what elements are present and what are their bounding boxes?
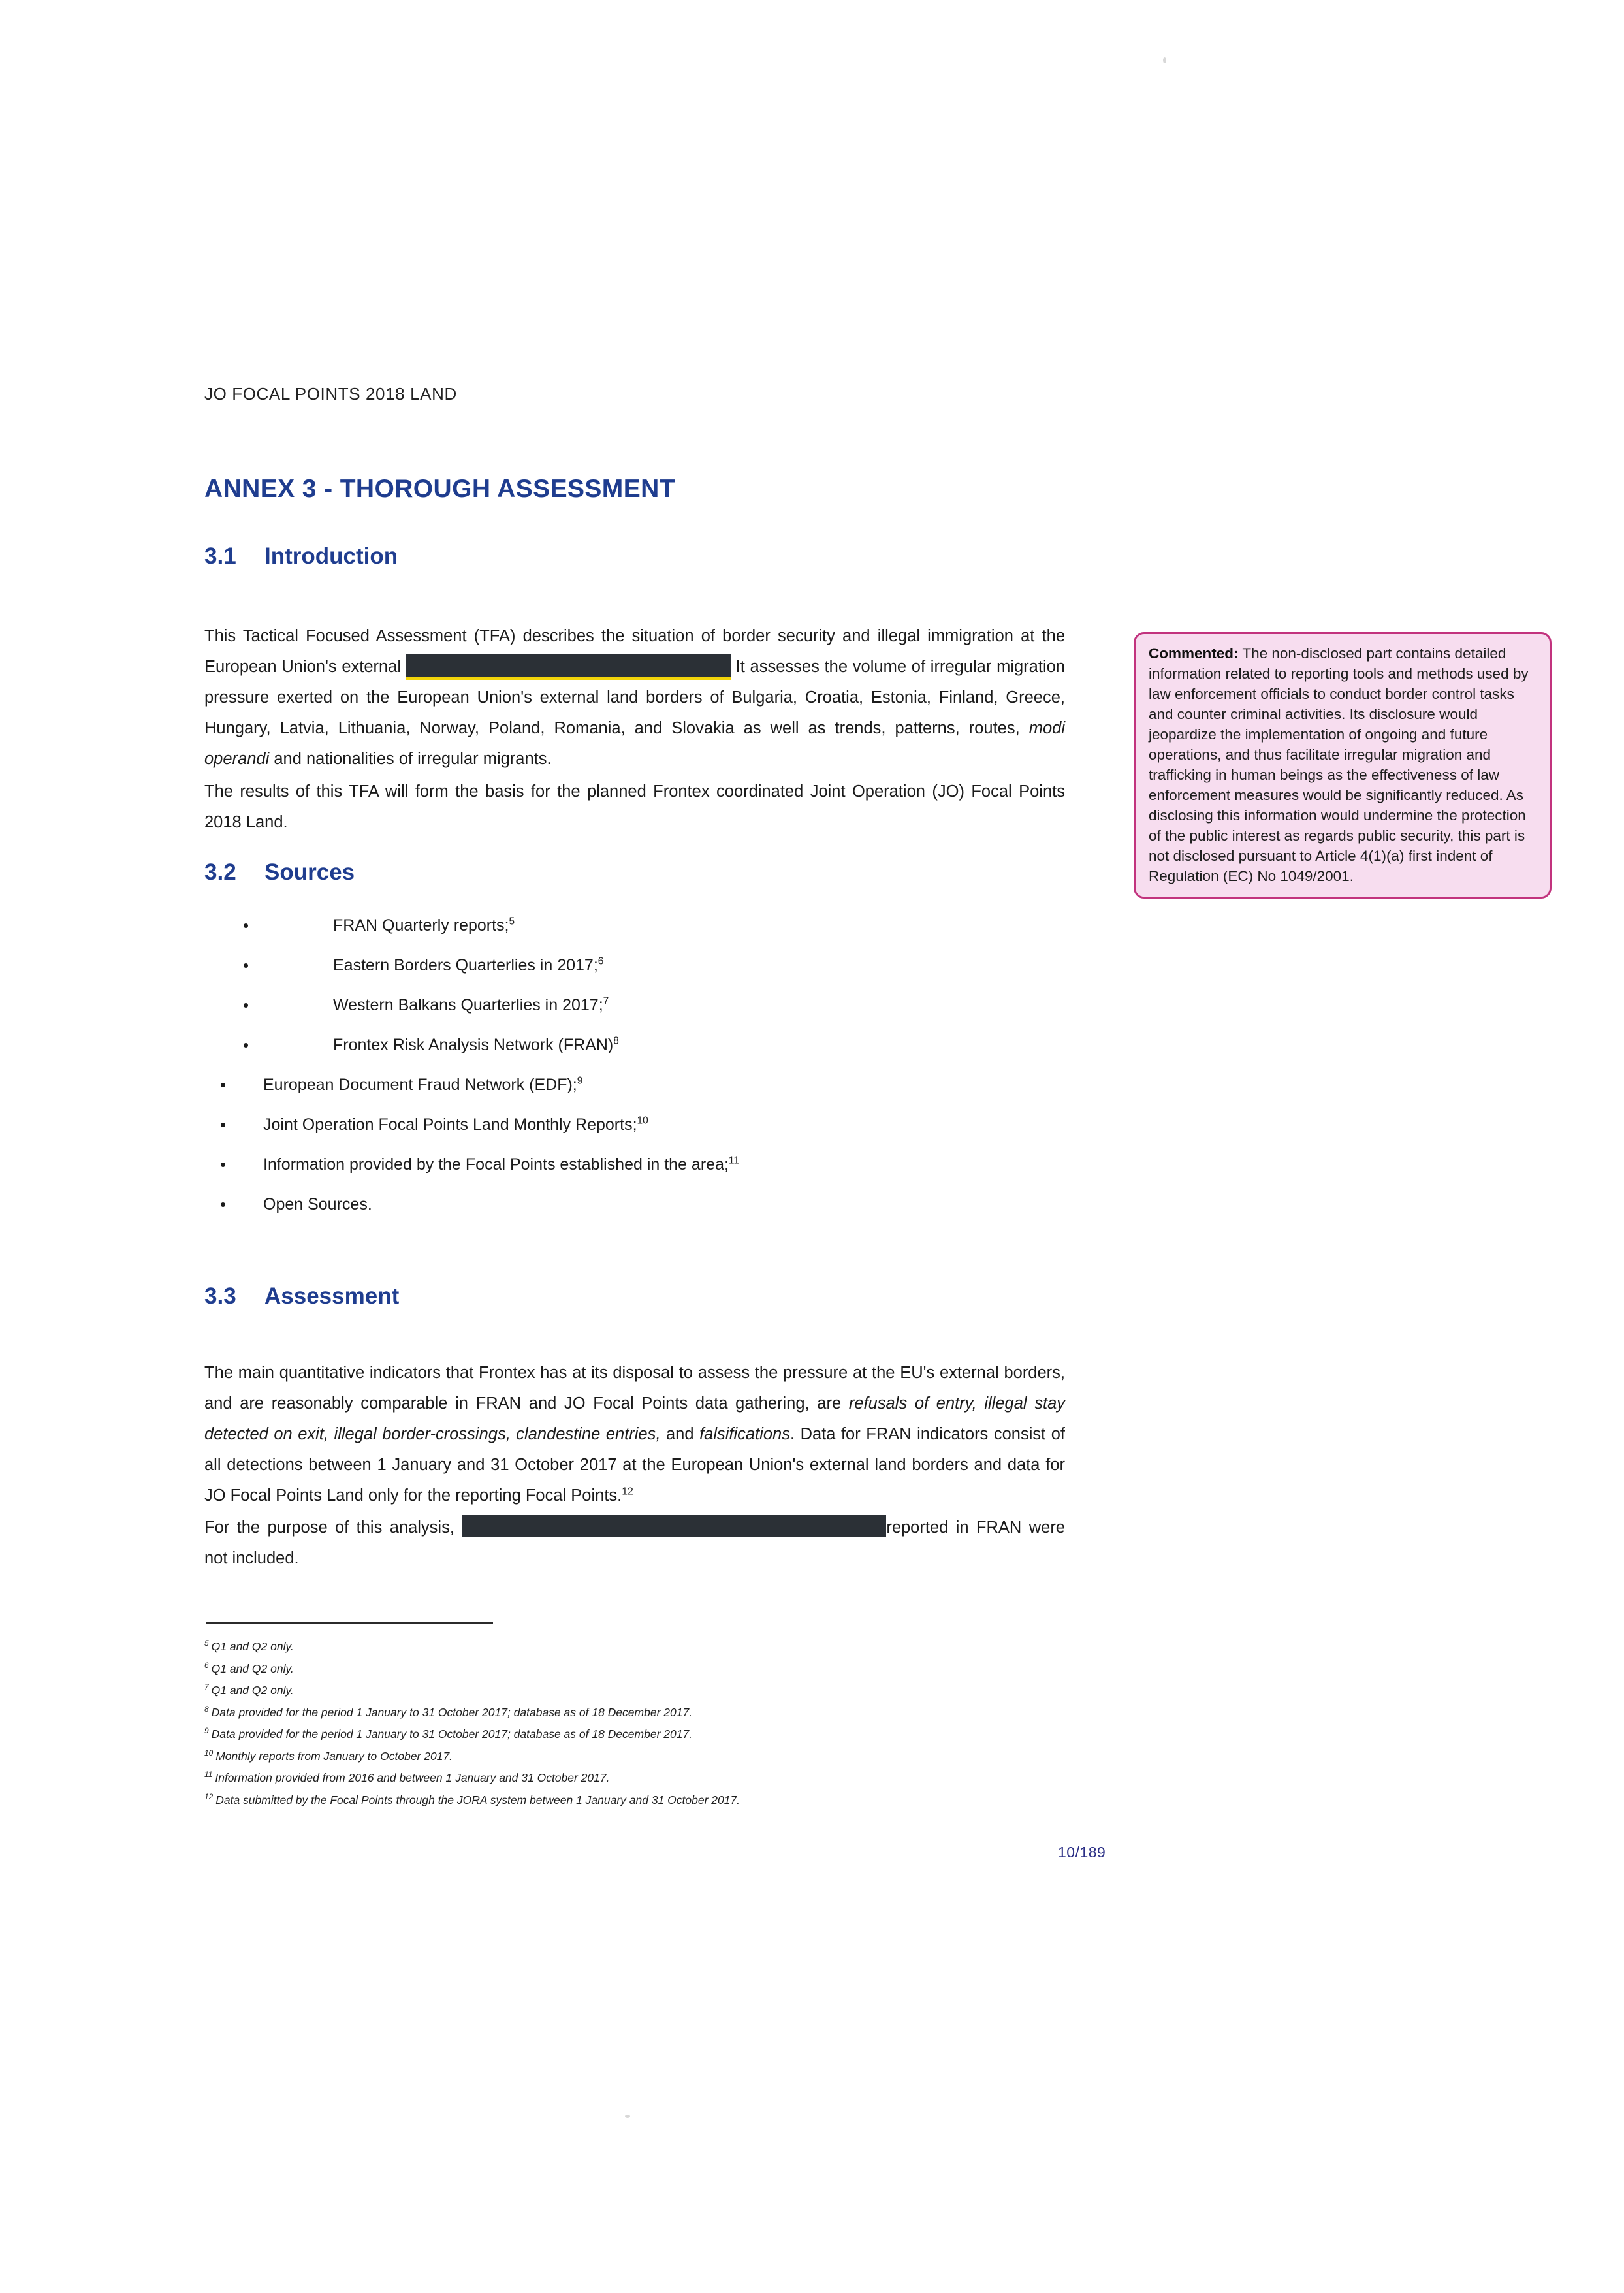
list-item-label: Western Balkans Quarterlies in 2017;	[333, 996, 603, 1014]
footnote-number: 12	[204, 1791, 214, 1801]
list-item-label: FRAN Quarterly reports;	[333, 916, 509, 935]
footnote-text: Data provided for the period 1 January to 31 October 2017; database as of 18 December 2017.	[211, 1705, 693, 1719]
footnote-text: Data provided for the period 1 January to 31 October 2017; database as of 18 December 2017.	[211, 1727, 693, 1740]
list-item-text	[333, 994, 609, 1016]
heading-sources-label: Sources	[264, 859, 355, 885]
list-item	[204, 1034, 1065, 1074]
footnote-marker: 9	[577, 1075, 583, 1087]
list-item-label: Eastern Borders Quarterlies in 2017;	[333, 956, 598, 974]
footnote-text: Data submitted by the Focal Points through the JORA system between 1 January and 31 October 2017.	[215, 1793, 740, 1806]
list-item-text	[263, 1153, 739, 1176]
footnote-marker: 11	[728, 1155, 740, 1166]
list-item	[204, 1074, 1065, 1114]
paragraph-assessment-2	[204, 1513, 1065, 1574]
footnote-number: 11	[204, 1770, 213, 1780]
scan-artifact-speck	[1163, 57, 1166, 63]
list-item-text	[263, 1074, 582, 1096]
intro-text-after-redaction: It assesses the volume of irregular migration pressure exerted on the European Union's external land borders of Bulgaria, Croatia, Estonia, Finland, Greece, Hungary, Latvia, Lithuania, Norway, Poland, Romania, and Slovakia as well as trends, patterns, routes,	[204, 657, 1065, 737]
footnote-text: Monthly reports from January to October 2017.	[215, 1749, 453, 1763]
intro-italic-modi-operandi: modi operandi	[204, 718, 1065, 768]
list-item-label: Frontex Risk Analysis Network (FRAN)	[333, 1036, 614, 1054]
heading-assessment	[204, 1283, 399, 1309]
footnote-entry	[204, 1658, 1066, 1680]
footnote-marker: 8	[613, 1035, 619, 1047]
assessment-text-part-2: and	[665, 1424, 694, 1443]
comment-body-text: The non-disclosed part contains detailed information related to reporting tools and methods used by law enforcement officials to conduct border control tasks and counter criminal activities. Its disclosure would jeopardize the implementation of ongoing and future operations, and thus facilitate irregular migration and trafficking in human beings as the effectiveness of law enforcement measures would be significantly reduced. As disclosing this information would undermine the protection of the public interest as regards public security, this part is not disclosed pursuant to Article 4(1)(a) first indent of Regulation (EC) No 1049/2001.	[1149, 645, 1529, 884]
redaction-bar-introduction	[406, 654, 731, 677]
assessment-italic-indicators-1: refusals of entry, illegal stay detected on exit, illegal border-crossings, clandestine entries,	[204, 1394, 1065, 1443]
list-item-text	[333, 1034, 619, 1056]
bullet-icon	[221, 1123, 225, 1127]
footnote-entry	[204, 1702, 1066, 1724]
footnote-text: Q1 and Q2 only.	[211, 1640, 294, 1653]
running-header: JO FOCAL POINTS 2018 LAND	[204, 384, 457, 404]
footnote-entry	[204, 1636, 1066, 1658]
footnote-marker: 10	[637, 1115, 648, 1127]
sources-list	[204, 914, 1065, 1233]
footnote-number: 6	[204, 1660, 209, 1670]
page-title: ANNEX 3 - THOROUGH ASSESSMENT	[204, 475, 675, 503]
footnote-entry	[204, 1746, 1066, 1768]
bullet-icon	[221, 1163, 225, 1167]
heading-introduction-label: Introduction	[264, 543, 398, 569]
footnote-number: 5	[204, 1639, 209, 1648]
page-number: 10/189	[1058, 1844, 1106, 1861]
intro-text-tail: and nationalities of irregular migrants.	[274, 749, 552, 768]
list-item-label: Joint Operation Focal Points Land Monthly Reports;	[263, 1115, 637, 1134]
paragraph-assessment-1	[204, 1358, 1065, 1511]
footnote-entry	[204, 1680, 1066, 1702]
footnote-text: Information provided from 2016 and between 1 January and 31 October 2017.	[215, 1771, 610, 1784]
intro-text-before-redaction: This Tactical Focused Assessment (TFA) describes the situation of border security and illegal immigration at the European Union's external	[204, 626, 1065, 676]
footnote-entry	[204, 1767, 1066, 1789]
footnote-marker: 6	[597, 955, 604, 967]
redaction-bar-assessment	[462, 1515, 886, 1537]
list-item-text	[333, 954, 603, 976]
bullet-icon	[244, 963, 248, 968]
list-item	[204, 1114, 1065, 1153]
scan-artifact-speck	[625, 2115, 630, 2118]
footnote-entry	[204, 1789, 1066, 1812]
bullet-icon	[244, 1003, 248, 1008]
list-item-text	[333, 914, 515, 937]
bullet-icon	[221, 1202, 225, 1207]
list-item	[204, 1153, 1065, 1193]
heading-assessment-label: Assessment	[264, 1283, 400, 1309]
list-item	[204, 914, 1065, 954]
list-item-label: Information provided by the Focal Points established in the area;	[263, 1155, 729, 1174]
paragraph-introduction-2: The results of this TFA will form the basis for the planned Frontex coordinated Joint Operation (JO) Focal Points 2018 Land.	[204, 782, 1065, 831]
footnote-number: 7	[204, 1682, 209, 1692]
comment-balloon[interactable]	[1134, 632, 1552, 899]
list-item-text	[263, 1193, 372, 1215]
list-item-text	[263, 1114, 648, 1136]
footnote-marker: 12	[622, 1486, 633, 1497]
comment-lead-label: Commented:	[1149, 645, 1239, 662]
list-item	[204, 994, 1065, 1034]
list-item-label: European Document Fraud Network (EDF);	[263, 1076, 577, 1094]
footnote-text: Q1 and Q2 only.	[211, 1661, 294, 1675]
footnote-entry	[204, 1724, 1066, 1746]
footnote-marker: 7	[603, 995, 609, 1007]
heading-sources-number: 3.2	[204, 859, 236, 885]
bullet-icon	[244, 1043, 248, 1048]
assessment-text-part-3: . Data for FRAN indicators consist of all detections between 1 January and 31 October 2017 at the European Union's external land borders and data for JO Focal Points Land only for the reporting Focal Points.	[204, 1424, 1065, 1505]
assessment2-text-before-redaction: For the purpose of this analysis,	[204, 1518, 454, 1537]
bullet-icon	[244, 923, 248, 928]
footnotes-block	[204, 1636, 1066, 1811]
footnote-number: 9	[204, 1726, 209, 1736]
heading-introduction-number: 3.1	[204, 543, 236, 569]
footnote-text: Q1 and Q2 only.	[211, 1684, 294, 1697]
assessment-text-part-1: The main quantitative indicators that Frontex has at its disposal to assess the pressure at the EU's external borders, and are reasonably comparable in FRAN and JO Focal Points data gathering, are	[204, 1363, 1065, 1413]
bullet-icon	[221, 1083, 225, 1087]
heading-assessment-number: 3.3	[204, 1283, 236, 1309]
assessment-italic-indicators-2: falsifications	[699, 1424, 790, 1443]
footnote-marker: 5	[509, 916, 515, 927]
paragraph-introduction-1	[204, 621, 1065, 775]
footnote-separator	[206, 1622, 493, 1624]
assessment2-text-after-redaction: reported in FRAN were not included.	[204, 1518, 1065, 1567]
list-item-label: Open Sources.	[263, 1195, 372, 1213]
heading-introduction	[204, 543, 398, 569]
heading-sources	[204, 859, 355, 886]
footnote-number: 8	[204, 1704, 209, 1714]
list-item	[204, 1193, 1065, 1233]
list-item	[204, 954, 1065, 994]
footnote-number: 10	[204, 1748, 214, 1757]
